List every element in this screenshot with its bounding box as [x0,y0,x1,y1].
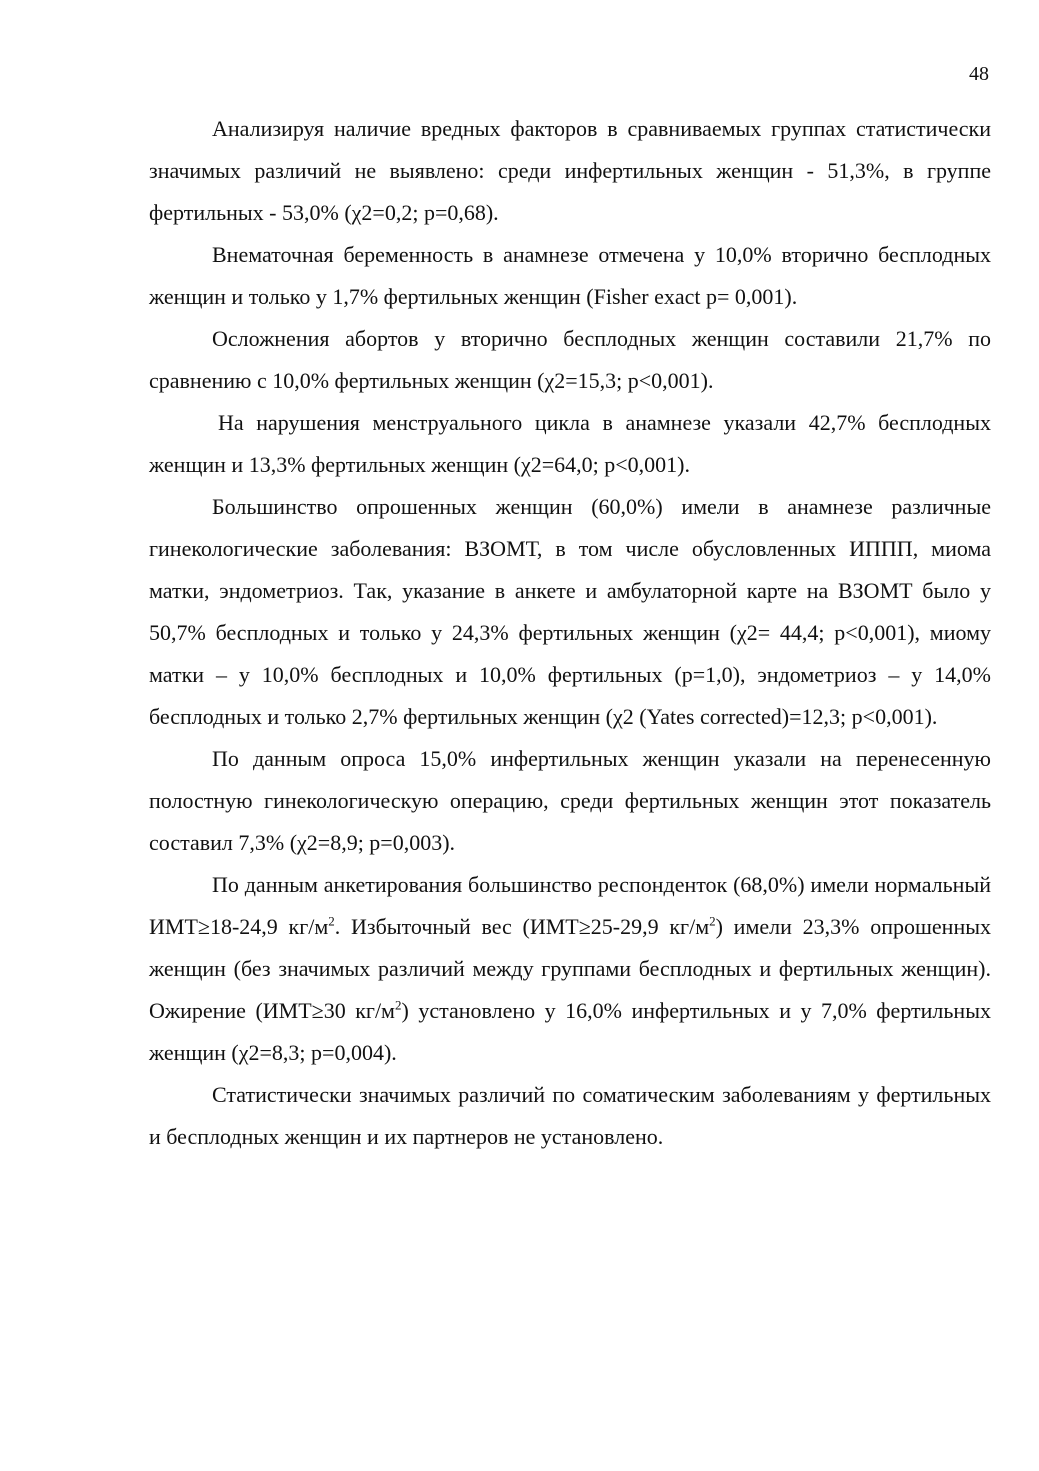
paragraph-menstrual-disorders: На нарушения менструального цикла в анамнезе указали 42,7% бесплодных женщин и 13,3% фертильных женщин (χ2=64,0; p<0,001). [149,410,991,477]
bmi-text-part-2: . Избыточный вес (ИМТ≥25-29,9 кг/м [334,914,710,939]
paragraph-surgery: По данным опроса 15,0% инфертильных женщин указали на перенесенную полостную гинекологическую операцию, среди фертильных женщин этот показатель составил 7,3% (χ2=8,9; p=0,003). [149,746,991,855]
paragraph-harmful-factors: Анализируя наличие вредных факторов в сравниваемых группах статистически значимых различий не выявлено: среди инфертильных женщин - 51,3%, в группе фертильных - 53,0% (χ2=0,2; p=0,68). [149,116,991,225]
bmi-superscript-1: 2 [328,913,335,929]
paragraph-somatic-diseases: Статистически значимых различий по соматическим заболеваниям у фертильных и бесплодных женщин и их партнеров не установлено. [149,1082,991,1149]
paragraph-bmi [149,864,991,1074]
paragraph-gynecological-diseases: Большинство опрошенных женщин (60,0%) имели в анамнезе различные гинекологические заболевания: ВЗОМТ, в том числе обусловленных ИППП, миома матки, эндометриоз. Так, указание в анкете и амбулаторной карте на ВЗОМТ было у 50,7% бесплодных и только у 24,3% фертильных женщин (χ2= 44,4; p<0,001), миому матки – у 10,0% бесплодных и 10,0% фертильных (p=1,0), эндометриоз – у 14,0% бесплодных и только 2,7% фертильных женщин (χ2 (Yates corrected)=12,3; p<0,001). [149,494,991,729]
paragraph-ectopic-pregnancy: Внематочная беременность в анамнезе отмечена у 10,0% вторично бесплодных женщин и только у 1,7% фертильных женщин (Fisher exact p= 0,001). [149,242,991,309]
bmi-superscript-3: 2 [394,997,402,1013]
bmi-superscript-2: 2 [709,913,716,929]
paragraph-abortion-complications: Осложнения абортов у вторично бесплодных женщин составили 21,7% по сравнению с 10,0% фертильных женщин (χ2=15,3; p<0,001). [149,326,991,393]
body-text [149,108,991,1158]
bmi-text-part-1: По данным анкетирования большинство респонденток (68,0%) имели нормальный ИМТ≥18-24,9 кг/м [149,872,991,939]
bmi-text-part-4: ) установлено у 16,0% инфертильных и у 7,0% фертильных женщин (χ2=8,3; p=0,004). [149,998,991,1065]
bmi-text-part-3: ) имели 23,3% опрошенных женщин (без значимых различий между группами бесплодных и фертильных женщин). Ожирение (ИМТ≥30 кг/м [149,914,991,1023]
page-number: 48 [969,63,989,85]
